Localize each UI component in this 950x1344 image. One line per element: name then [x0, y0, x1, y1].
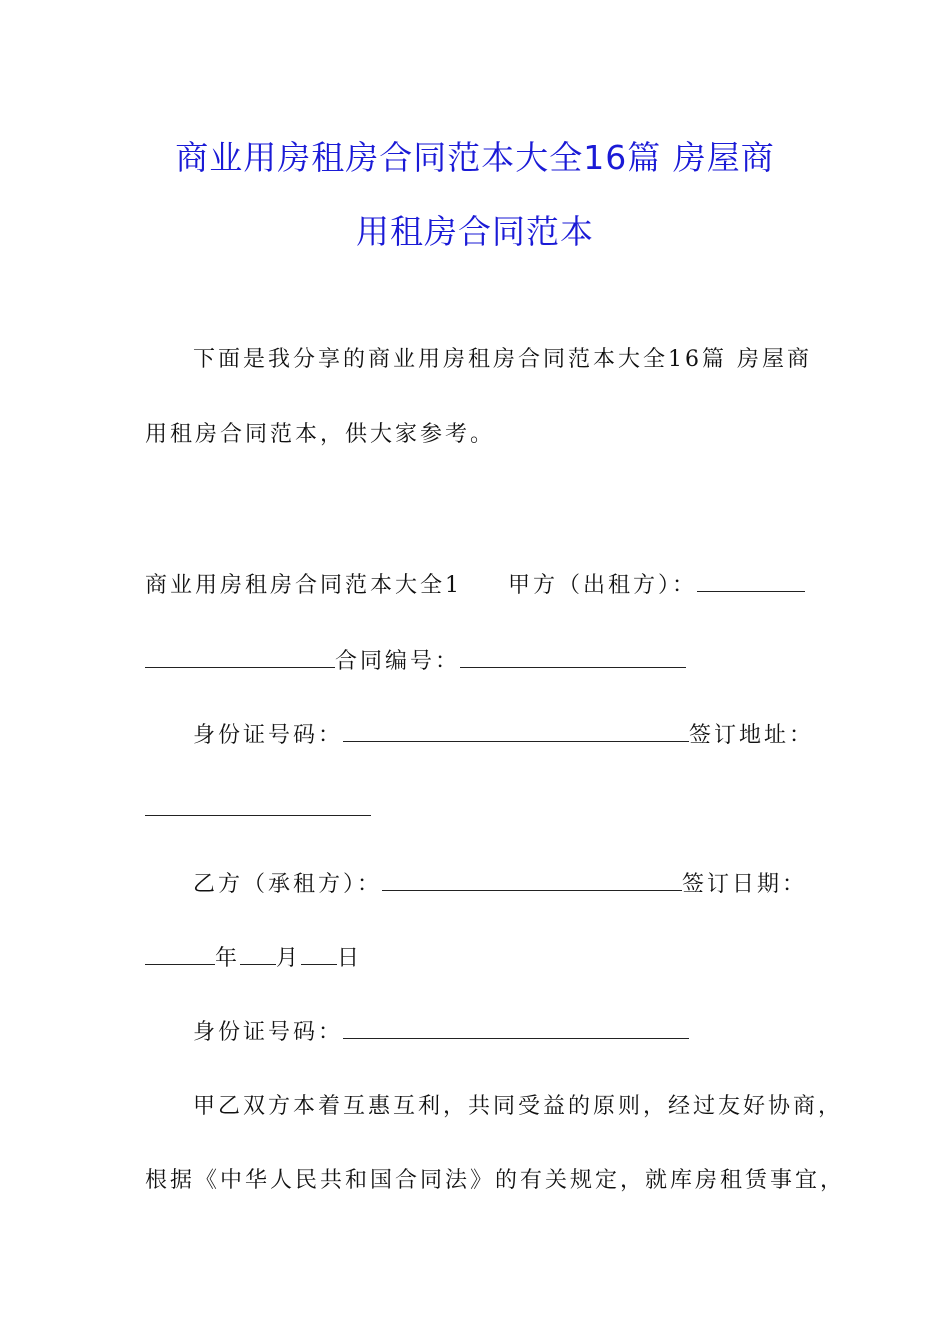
contract-heading: 商业用房租房合同范本大全1	[145, 573, 462, 598]
party-b-blank	[382, 868, 682, 891]
id-no-row	[193, 719, 814, 751]
party-b-row	[193, 868, 807, 900]
doc-title-line-1: 商业用房租房合同范本大全16篇 房屋商	[175, 138, 775, 177]
day-label: 日	[337, 946, 363, 971]
sign-address-label: 签订地址：	[689, 723, 815, 748]
doc-title-line-2: 用租房合同范本	[356, 212, 594, 251]
party-b-label: 乙方（承租方）：	[193, 872, 383, 897]
party-a-blank	[697, 569, 805, 592]
id-no-b-row	[193, 1016, 689, 1048]
party-a-blank-cont	[145, 645, 335, 668]
intro-line-2: 用租房合同范本，供大家参考。	[145, 422, 496, 447]
party-a-label: 甲方（出租方）：	[508, 573, 698, 598]
year-blank	[145, 942, 215, 965]
id-no-label-b: 身份证号码：	[193, 1020, 344, 1045]
contract-no-blank	[460, 645, 686, 668]
id-no-label: 身份证号码：	[193, 723, 344, 748]
sign-date-label: 签订日期：	[682, 872, 808, 897]
month-label: 月	[276, 946, 302, 971]
sign-date-row	[145, 942, 362, 974]
contract-heading-row	[145, 569, 805, 601]
contract-no-label: 合同编号：	[335, 649, 461, 674]
contract-no-row	[145, 645, 686, 677]
id-no-blank	[343, 719, 689, 742]
month-blank	[240, 942, 276, 965]
sign-address-blank	[145, 793, 371, 816]
intro-line-1: 下面是我分享的商业用房租房合同范本大全16篇 房屋商	[193, 347, 812, 372]
day-blank	[301, 942, 337, 965]
year-label: 年	[215, 946, 241, 971]
id-no-b-blank	[343, 1016, 689, 1039]
sign-address-row	[145, 793, 371, 825]
body-line-1: 甲乙双方本着互惠互利，共同受益的原则，经过友好协商，	[193, 1094, 844, 1119]
body-line-2: 根据《中华人民共和国合同法》的有关规定，就库房租赁事宜，	[145, 1168, 846, 1193]
